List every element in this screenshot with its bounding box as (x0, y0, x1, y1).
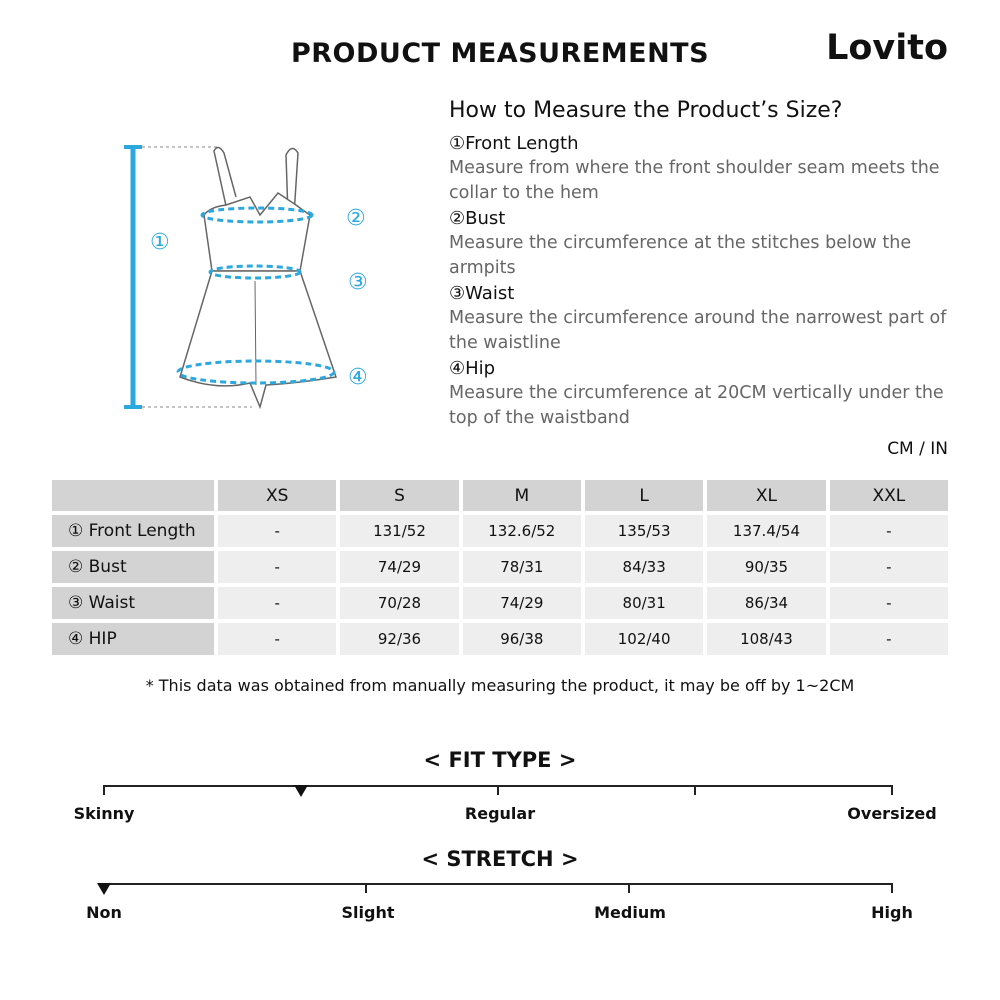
measure-title: ①Front Length (449, 133, 579, 154)
fit-type-title: < FIT TYPE > (423, 748, 577, 772)
table-cell: 135/53 (585, 515, 703, 547)
row-label: ② Bust (52, 551, 214, 583)
marker-bust: ② (346, 206, 366, 231)
measure-title: ④Hip (449, 358, 496, 379)
fit-label-skinny: Skinny (73, 804, 135, 823)
page-title: PRODUCT MEASUREMENTS (290, 38, 710, 69)
row-label: ③ Waist (52, 587, 214, 619)
table-cell: 90/35 (707, 551, 825, 583)
marker-front-length: ① (150, 230, 170, 255)
stretch-tick (891, 883, 893, 893)
size-header: XL (707, 480, 825, 511)
measure-item-hip (449, 356, 949, 431)
fit-type-tick (891, 785, 893, 795)
fit-label-oversized: Oversized (847, 804, 937, 823)
fit-type-tick (103, 785, 105, 795)
fit-type-marker (294, 785, 308, 797)
fit-type-tick (694, 785, 696, 795)
size-header: XXL (830, 480, 948, 511)
fit-type-tick (497, 785, 499, 795)
fit-label-regular: Regular (464, 804, 536, 823)
measure-item-bust (449, 206, 949, 281)
table-row (52, 587, 948, 619)
bodice (204, 193, 310, 271)
garment-diagram (100, 135, 400, 420)
measure-desc: Measure the circumference at the stitches below the armpits (449, 233, 912, 278)
table-cell: - (830, 551, 948, 583)
stretch-title: < STRETCH > (421, 847, 579, 871)
table-cell: - (218, 551, 336, 583)
brand-logo: Lovito (826, 28, 948, 68)
size-table (48, 476, 952, 659)
table-cell: 84/33 (585, 551, 703, 583)
table-row (52, 551, 948, 583)
measure-item-waist (449, 281, 949, 356)
table-corner (52, 480, 214, 511)
table-cell: 137.4/54 (707, 515, 825, 547)
skirt (180, 271, 336, 407)
stretch-label-slight: Slight (341, 903, 395, 922)
table-cell: - (218, 623, 336, 655)
size-header: M (463, 480, 581, 511)
table-cell: 92/36 (340, 623, 458, 655)
table-cell: 132.6/52 (463, 515, 581, 547)
stretch-tick (628, 883, 630, 893)
measure-title: ③Waist (449, 283, 515, 304)
size-header: L (585, 480, 703, 511)
unit-label: CM / IN (887, 439, 948, 459)
measure-title: ②Bust (449, 208, 506, 229)
table-cell: - (218, 587, 336, 619)
table-cell: 70/28 (340, 587, 458, 619)
table-cell: 96/38 (463, 623, 581, 655)
table-cell: 131/52 (340, 515, 458, 547)
stretch-marker (97, 883, 111, 895)
measure-desc: Measure the circumference at 20CM vertically under the top of the waistband (449, 383, 944, 428)
how-to-heading: How to Measure the Product’s Size? (449, 98, 843, 123)
size-header: S (340, 480, 458, 511)
table-cell: 108/43 (707, 623, 825, 655)
table-cell: - (830, 587, 948, 619)
table-cell: - (830, 623, 948, 655)
table-cell: - (830, 515, 948, 547)
how-to-measure (449, 98, 949, 431)
marker-hip: ④ (348, 365, 368, 390)
table-cell: 74/29 (463, 587, 581, 619)
table-header-row (52, 480, 948, 511)
table-cell: 80/31 (585, 587, 703, 619)
stretch-label-high: High (871, 903, 913, 922)
table-cell: 78/31 (463, 551, 581, 583)
measurement-note: * This data was obtained from manually measuring the product, it may be off by 1~2CM (145, 676, 855, 695)
table-cell: 102/40 (585, 623, 703, 655)
stretch-label-medium: Medium (594, 903, 666, 922)
table-cell: - (218, 515, 336, 547)
stretch-tick (365, 883, 367, 893)
measure-item-front-length (449, 131, 949, 206)
table-cell: 74/29 (340, 551, 458, 583)
measure-desc: Measure from where the front shoulder seam meets the collar to the hem (449, 158, 940, 203)
measure-desc: Measure the circumference around the narrowest part of the waistline (449, 308, 947, 353)
stretch-label-non: Non (86, 903, 122, 922)
marker-waist: ③ (348, 270, 368, 295)
row-label: ① Front Length (52, 515, 214, 547)
row-label: ④ HIP (52, 623, 214, 655)
table-row (52, 623, 948, 655)
table-row (52, 515, 948, 547)
size-header: XS (218, 480, 336, 511)
table-cell: 86/34 (707, 587, 825, 619)
stretch-line (104, 883, 892, 885)
